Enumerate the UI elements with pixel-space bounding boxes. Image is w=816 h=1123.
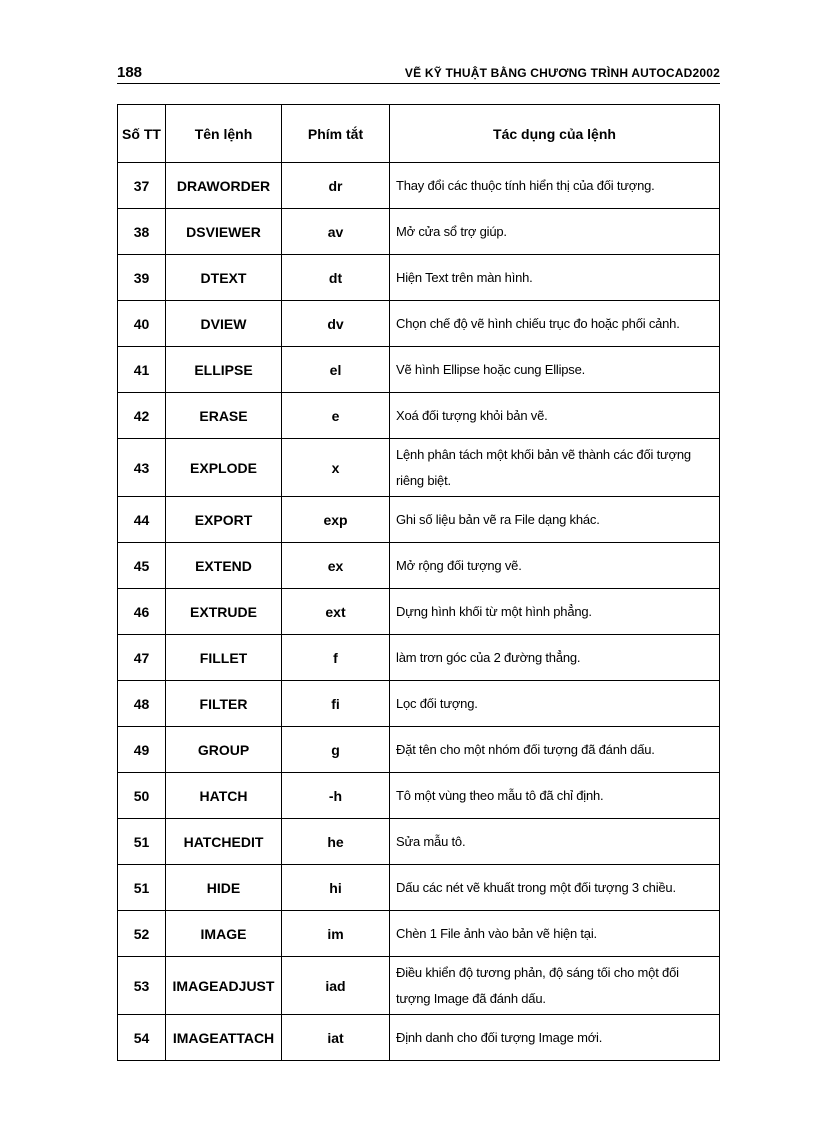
command-name: DTEXT bbox=[166, 255, 282, 301]
command-name: IMAGEADJUST bbox=[166, 957, 282, 1015]
command-description: Hiện Text trên màn hình. bbox=[390, 255, 720, 301]
row-number: 39 bbox=[118, 255, 166, 301]
row-number: 42 bbox=[118, 393, 166, 439]
shortcut-key: ext bbox=[282, 589, 390, 635]
table-row bbox=[118, 393, 720, 439]
shortcut-key: x bbox=[282, 439, 390, 497]
command-name: HATCHEDIT bbox=[166, 819, 282, 865]
row-number: 44 bbox=[118, 497, 166, 543]
command-name: FILLET bbox=[166, 635, 282, 681]
row-number: 37 bbox=[118, 163, 166, 209]
command-name: DSVIEWER bbox=[166, 209, 282, 255]
command-name: FILTER bbox=[166, 681, 282, 727]
command-description: Dấu các nét vẽ khuất trong một đối tượng 3 chiều. bbox=[390, 865, 720, 911]
row-number: 51 bbox=[118, 819, 166, 865]
command-description: Đặt tên cho một nhóm đối tượng đã đánh dấu. bbox=[390, 727, 720, 773]
row-number: 41 bbox=[118, 347, 166, 393]
running-title: VẼ KỸ THUẬT BẰNG CHƯƠNG TRÌNH AUTOCAD2002 bbox=[404, 66, 720, 80]
command-description: Thay đổi các thuộc tính hiển thị của đối tượng. bbox=[390, 163, 720, 209]
column-header-shortcut: Phím tắt bbox=[282, 105, 390, 163]
column-header-description: Tác dụng của lệnh bbox=[390, 105, 720, 163]
command-name: IMAGE bbox=[166, 911, 282, 957]
command-name: IMAGEATTACH bbox=[166, 1015, 282, 1061]
table-row bbox=[118, 727, 720, 773]
shortcut-key: g bbox=[282, 727, 390, 773]
shortcut-key: dv bbox=[282, 301, 390, 347]
page-number: 188 bbox=[117, 64, 143, 81]
table-row bbox=[118, 543, 720, 589]
table-row bbox=[118, 589, 720, 635]
shortcut-key: dr bbox=[282, 163, 390, 209]
table-row bbox=[118, 957, 720, 1015]
shortcut-key: he bbox=[282, 819, 390, 865]
command-description: Lọc đối tượng. bbox=[390, 681, 720, 727]
table-row bbox=[118, 163, 720, 209]
command-name: HATCH bbox=[166, 773, 282, 819]
row-number: 54 bbox=[118, 1015, 166, 1061]
command-name: GROUP bbox=[166, 727, 282, 773]
table-row bbox=[118, 347, 720, 393]
table-row bbox=[118, 681, 720, 727]
row-number: 48 bbox=[118, 681, 166, 727]
command-name: EXPORT bbox=[166, 497, 282, 543]
shortcut-key: iat bbox=[282, 1015, 390, 1061]
command-description: Ghi số liệu bản vẽ ra File dạng khác. bbox=[390, 497, 720, 543]
table-row bbox=[118, 209, 720, 255]
command-description: Sửa mẫu tô. bbox=[390, 819, 720, 865]
command-description: Xoá đối tượng khỏi bản vẽ. bbox=[390, 393, 720, 439]
command-description: Dựng hình khối từ một hình phẳng. bbox=[390, 589, 720, 635]
command-description: Mở rộng đối tượng vẽ. bbox=[390, 543, 720, 589]
row-number: 52 bbox=[118, 911, 166, 957]
table-row bbox=[118, 911, 720, 957]
table-row bbox=[118, 497, 720, 543]
shortcut-key: -h bbox=[282, 773, 390, 819]
row-number: 53 bbox=[118, 957, 166, 1015]
table-header-row bbox=[118, 105, 720, 163]
table-row bbox=[118, 819, 720, 865]
row-number: 43 bbox=[118, 439, 166, 497]
row-number: 49 bbox=[118, 727, 166, 773]
column-header-name: Tên lệnh bbox=[166, 105, 282, 163]
row-number: 45 bbox=[118, 543, 166, 589]
command-description: Điều khiển độ tương phản, độ sáng tối cho một đối tượng Image đã đánh dấu. bbox=[390, 957, 720, 1015]
command-description: Mở cửa sổ trợ giúp. bbox=[390, 209, 720, 255]
command-description: Chèn 1 File ảnh vào bản vẽ hiện tại. bbox=[390, 911, 720, 957]
command-description: Định danh cho đối tượng Image mới. bbox=[390, 1015, 720, 1061]
command-name: EXTRUDE bbox=[166, 589, 282, 635]
shortcut-key: e bbox=[282, 393, 390, 439]
row-number: 51 bbox=[118, 865, 166, 911]
shortcut-key: f bbox=[282, 635, 390, 681]
shortcut-key: fi bbox=[282, 681, 390, 727]
row-number: 47 bbox=[118, 635, 166, 681]
command-name: DRAWORDER bbox=[166, 163, 282, 209]
column-header-number: Số TT bbox=[118, 105, 166, 163]
command-name: EXPLODE bbox=[166, 439, 282, 497]
table-row bbox=[118, 773, 720, 819]
table-body bbox=[118, 163, 720, 1061]
command-description: Vẽ hình Ellipse hoặc cung Ellipse. bbox=[390, 347, 720, 393]
command-name: EXTEND bbox=[166, 543, 282, 589]
table-row bbox=[118, 255, 720, 301]
table-row bbox=[118, 1015, 720, 1061]
command-description: Tô một vùng theo mẫu tô đã chỉ định. bbox=[390, 773, 720, 819]
command-name: DVIEW bbox=[166, 301, 282, 347]
row-number: 46 bbox=[118, 589, 166, 635]
shortcut-key: iad bbox=[282, 957, 390, 1015]
shortcut-key: el bbox=[282, 347, 390, 393]
page-header bbox=[117, 64, 720, 84]
command-table bbox=[117, 104, 720, 1061]
command-name: ELLIPSE bbox=[166, 347, 282, 393]
command-description: Chọn chế độ vẽ hình chiếu trục đo hoặc phối cảnh. bbox=[390, 301, 720, 347]
command-name: ERASE bbox=[166, 393, 282, 439]
table-row bbox=[118, 301, 720, 347]
row-number: 40 bbox=[118, 301, 166, 347]
table-row bbox=[118, 865, 720, 911]
table-row bbox=[118, 635, 720, 681]
command-name: HIDE bbox=[166, 865, 282, 911]
command-description: làm trơn góc của 2 đường thẳng. bbox=[390, 635, 720, 681]
shortcut-key: dt bbox=[282, 255, 390, 301]
table-row bbox=[118, 439, 720, 497]
shortcut-key: av bbox=[282, 209, 390, 255]
shortcut-key: hi bbox=[282, 865, 390, 911]
command-description: Lệnh phân tách một khối bản vẽ thành các đối tượng riêng biệt. bbox=[390, 439, 720, 497]
shortcut-key: ex bbox=[282, 543, 390, 589]
shortcut-key: im bbox=[282, 911, 390, 957]
row-number: 50 bbox=[118, 773, 166, 819]
shortcut-key: exp bbox=[282, 497, 390, 543]
row-number: 38 bbox=[118, 209, 166, 255]
header-divider bbox=[117, 83, 720, 84]
